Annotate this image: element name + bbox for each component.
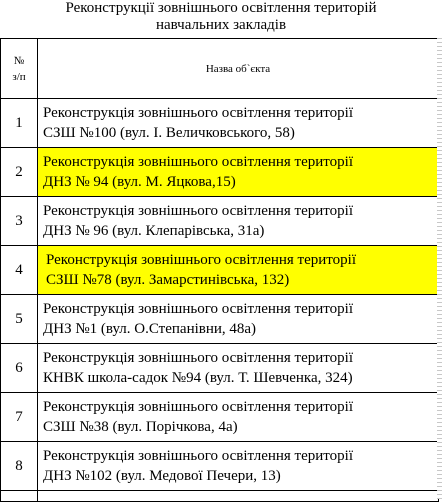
row-name-line2: ДНЗ №1 (вул. О.Степанівни, 48а) (43, 321, 257, 337)
table-row (1, 393, 439, 442)
table-row-partial (1, 491, 439, 502)
row-name-line1: Реконструкція зовнішнього освітлення території (46, 252, 356, 268)
header-num-line2: з/п (12, 70, 26, 83)
row-num-cell-empty[interactable] (1, 491, 38, 502)
table-row (1, 295, 439, 344)
table-row (1, 197, 439, 246)
row-name-cell[interactable] (38, 246, 439, 295)
row-name-line2: ДНЗ № 94 (вул. М. Яцкова,15) (43, 174, 236, 190)
row-num-cell[interactable]: 1 (1, 99, 38, 148)
row-name-cell[interactable] (38, 393, 439, 442)
row-num-cell[interactable]: 3 (1, 197, 38, 246)
row-name-line2: ДНЗ №102 (вул. Медової Печери, 13) (43, 468, 281, 484)
table-title-line2: навчальних закладів (155, 17, 287, 33)
row-num-cell[interactable]: 6 (1, 344, 38, 393)
table-row-highlighted (1, 148, 439, 197)
row-name-cell[interactable] (38, 442, 439, 491)
row-name-line1: Реконструкція зовнішнього освітлення території (43, 399, 353, 415)
row-name-line1: Реконструкція зовнішнього освітлення території (43, 448, 353, 464)
row-name-cell[interactable] (38, 99, 439, 148)
table-title-line1: Реконструкції зовнішнього освітлення територій (65, 0, 377, 16)
table-title (0, 0, 442, 38)
row-name-cell[interactable] (38, 197, 439, 246)
row-name-line1: Реконструкція зовнішнього освітлення території (43, 154, 353, 170)
row-num-cell[interactable]: 8 (1, 442, 38, 491)
row-name-cell-empty[interactable] (38, 491, 439, 502)
row-name-line1: Реконструкція зовнішнього освітлення території (43, 350, 353, 366)
row-num-cell[interactable]: 7 (1, 393, 38, 442)
row-name-line2: СЗШ №78 (вул. Замарстинівська, 132) (46, 272, 290, 288)
row-name-line1: Реконструкція зовнішнього освітлення території (43, 301, 353, 317)
row-name-line2: ДНЗ № 96 (вул. Клепарівська, 31а) (43, 223, 265, 239)
row-num-cell[interactable]: 4 (1, 246, 38, 295)
header-num-cell[interactable] (1, 39, 38, 99)
table-row (1, 99, 439, 148)
row-name-line2: КНВК школа-садок №94 (вул. Т. Шевченка, 324) (43, 370, 353, 386)
header-num-line1: № (13, 54, 25, 67)
sheet-gridline-edge (437, 38, 442, 499)
row-name-line1: Реконструкція зовнішнього освітлення території (43, 203, 353, 219)
row-name-cell[interactable] (38, 344, 439, 393)
row-name-line2: СЗШ №38 (вул. Порічкова, 4а) (43, 419, 238, 435)
header-row (1, 39, 439, 99)
row-num-cell[interactable]: 2 (1, 148, 38, 197)
header-name-cell[interactable]: Назва об`єкта (38, 39, 439, 99)
table-row (1, 344, 439, 393)
row-name-cell[interactable] (38, 148, 439, 197)
table-row-highlighted (1, 246, 439, 295)
objects-table (0, 38, 439, 502)
row-num-cell[interactable]: 5 (1, 295, 38, 344)
row-name-cell[interactable] (38, 295, 439, 344)
row-name-line1: Реконструкція зовнішнього освітлення території (43, 105, 353, 121)
table-row (1, 442, 439, 491)
row-name-line2: СЗШ №100 (вул. І. Величковського, 58) (43, 125, 295, 141)
